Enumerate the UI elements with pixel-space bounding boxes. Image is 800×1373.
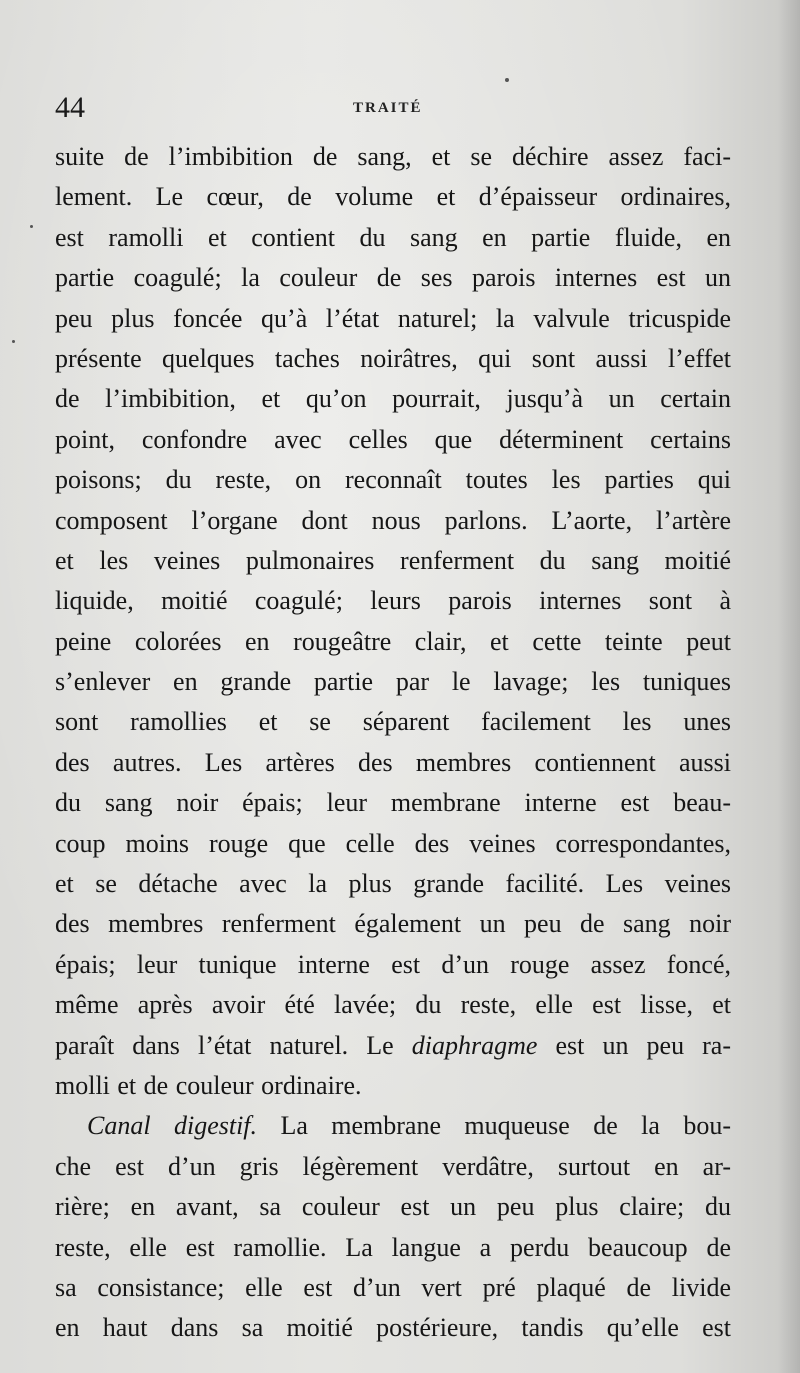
text-line-with-italic bbox=[55, 1106, 731, 1146]
ink-speck bbox=[30, 225, 33, 228]
text-line: même après avoir été lavée; du reste, elle est lisse, et bbox=[55, 990, 731, 1020]
text-line: du sang noir épais; leur membrane interne est beau- bbox=[55, 788, 731, 818]
page-edge-shadow bbox=[778, 0, 800, 1373]
text-line: peu plus foncée qu’à l’état naturel; la valvule tricuspide bbox=[55, 303, 731, 333]
text-line: en haut dans sa moitié postérieure, tandis qu’elle est bbox=[55, 1313, 731, 1343]
text-line: présente quelques taches noirâtres, qui sont aussi l’effet bbox=[55, 343, 731, 373]
text-line: est ramolli et contient du sang en partie fluide, en bbox=[55, 222, 731, 252]
text-line: partie coagulé; la couleur de ses parois internes est un bbox=[55, 263, 731, 293]
body-text bbox=[55, 137, 731, 1349]
text-line: point, confondre avec celles que déterminent certains bbox=[55, 424, 731, 454]
ink-speck bbox=[12, 340, 15, 343]
ink-speck bbox=[505, 78, 509, 82]
text-segment: est un peu ra- bbox=[555, 1030, 732, 1060]
text-line: s’enlever en grande partie par le lavage; les tuniques bbox=[55, 667, 731, 697]
text-line: che est d’un gris légèrement verdâtre, surtout en ar- bbox=[55, 1151, 731, 1181]
text-line: coup moins rouge que celle des veines correspondantes, bbox=[55, 828, 731, 858]
text-line: rière; en avant, sa couleur est un peu plus claire; du bbox=[55, 1192, 731, 1222]
text-line: reste, elle est ramollie. La langue a perdu beaucoup de bbox=[55, 1232, 731, 1262]
text-line: composent l’organe dont nous parlons. L’aorte, l’artère bbox=[55, 505, 731, 535]
text-line: sont ramollies et se séparent facilement les unes bbox=[55, 707, 731, 737]
text-line: épais; leur tunique interne est d’un rouge assez foncé, bbox=[55, 949, 731, 979]
text-line: liquide, moitié coagulé; leurs parois internes sont à bbox=[55, 586, 731, 616]
paragraph-last-line: molli et de couleur ordinaire. bbox=[55, 1070, 362, 1100]
text-line: et les veines pulmonaires renferment du sang moitié bbox=[55, 545, 731, 575]
text-line: des membres renferment également un peu de sang noir bbox=[55, 909, 731, 939]
italic-term: diaphragme bbox=[411, 1030, 538, 1060]
text-line: suite de l’imbibition de sang, et se déchire assez faci- bbox=[55, 142, 731, 171]
text-segment: La membrane muqueuse de la bou- bbox=[280, 1111, 731, 1141]
text-line: peine colorées en rougeâtre clair, et cette teinte peut bbox=[55, 626, 731, 656]
text-line: sa consistance; elle est d’un vert pré plaqué de livide bbox=[55, 1272, 731, 1302]
text-line: lement. Le cœur, de volume et d’épaisseur ordinaires, bbox=[55, 182, 731, 212]
text-line-with-italic bbox=[55, 1026, 731, 1066]
section-heading-italic: Canal digestif. bbox=[87, 1111, 258, 1141]
text-segment: paraît dans l’état naturel. Le bbox=[55, 1030, 394, 1060]
text-line: des autres. Les artères des membres contiennent aussi bbox=[55, 747, 731, 777]
page-number: 44 bbox=[55, 91, 85, 124]
page-header bbox=[55, 88, 735, 138]
text-line: et se détache avec la plus grande facilité. Les veines bbox=[55, 869, 731, 899]
text-line: poisons; du reste, on reconnaît toutes les parties qui bbox=[55, 465, 731, 495]
text-line: de l’imbibition, et qu’on pourrait, jusqu’à un certain bbox=[55, 384, 731, 414]
running-head: TRAITÉ bbox=[353, 100, 423, 116]
